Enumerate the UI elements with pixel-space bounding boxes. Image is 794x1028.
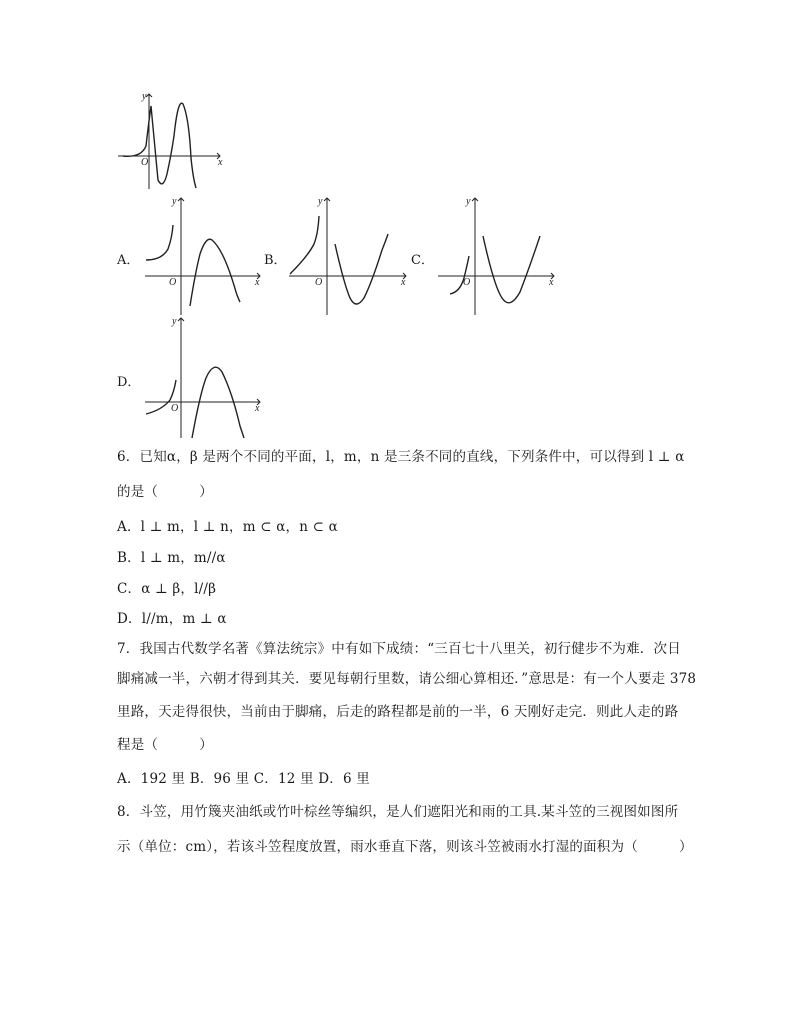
- q6-choice-a: A．l ⊥ m，l ⊥ n，m ⊂ α，n ⊂ α: [117, 519, 338, 535]
- given-y-label: y: [142, 91, 147, 102]
- given-curve: [123, 103, 196, 188]
- given-x-label: x: [218, 157, 223, 168]
- q7-line-1: 7．我国古代数学名著《算法统宗》中有如下成绩：“三百七十八里关，初行健步不为难．次日: [117, 641, 681, 657]
- q6-stem-line-1: 6．已知α，β 是两个不同的平面，l，m，n 是三条不同的直线，下列条件中，可以得到 l ⊥ α: [117, 449, 685, 465]
- option-a-x-label: x: [255, 277, 260, 288]
- option-c-curve-right: [483, 236, 540, 303]
- option-b-origin-label: O: [315, 277, 323, 288]
- option-d-x-label: x: [255, 403, 260, 414]
- graph-option-a: [140, 194, 265, 318]
- option-d-origin-label: O: [171, 403, 179, 414]
- given-origin-label: O: [141, 157, 149, 168]
- option-b-curve-right: [335, 234, 388, 304]
- option-b-curve-left: [290, 216, 319, 274]
- option-a-y-label: y: [172, 196, 177, 207]
- option-a-curve-left: [146, 225, 173, 260]
- option-d-curve-right: [192, 367, 244, 438]
- graph-option-d: [140, 314, 265, 440]
- given-graph: [115, 88, 227, 192]
- option-b-x-label: x: [401, 277, 406, 288]
- graph-option-b: [286, 194, 411, 318]
- option-c-x-label: x: [549, 277, 554, 288]
- option-d-label: D．: [117, 375, 141, 390]
- q7-choices: A．192 里 B．96 里 C．12 里 D．6 里: [117, 771, 370, 787]
- q7-line-3: 里路，天走得很快，当前由于脚痛，后走的路程都是前的一半，6 天刚好走完．则此人走的路: [117, 704, 679, 720]
- option-c-y-label: y: [466, 196, 471, 207]
- option-c-label: C．: [411, 253, 434, 268]
- option-c-curve-left: [450, 256, 469, 294]
- graph-option-c: [434, 194, 559, 318]
- q6-choice-b: B．l ⊥ m，m//α: [117, 550, 226, 566]
- q8-line-1: 8．斗笠，用竹篾夹油纸或竹叶棕丝等编织，是人们遮阳光和雨的工具.某斗笠的三视图如图所: [117, 804, 679, 820]
- option-a-label: A．: [117, 253, 140, 268]
- option-b-label: B．: [264, 253, 287, 268]
- option-c-origin-label: O: [463, 277, 471, 288]
- option-b-y-label: y: [318, 196, 323, 207]
- q6-choice-d: D．l//m，m ⊥ α: [117, 611, 227, 627]
- option-d-y-label: y: [172, 316, 177, 327]
- option-a-origin-label: O: [169, 277, 177, 288]
- q8-line-2: 示（单位：cm），若该斗笠程度放置，雨水垂直下落，则该斗笠被雨水打湿的面积为（ ）: [117, 839, 693, 855]
- q6-stem-line-2: 的是（ ）: [117, 484, 213, 500]
- q7-line-4: 程是（ ）: [117, 737, 213, 753]
- q6-choice-c: C．α ⊥ β，l//β: [117, 581, 217, 597]
- q7-line-2: 脚痛减一半，六朝才得到其关．要见每朝行里数，请公细心算相还．”意思是：有一个人要走 378: [117, 671, 697, 687]
- option-a-curve-right: [190, 239, 240, 306]
